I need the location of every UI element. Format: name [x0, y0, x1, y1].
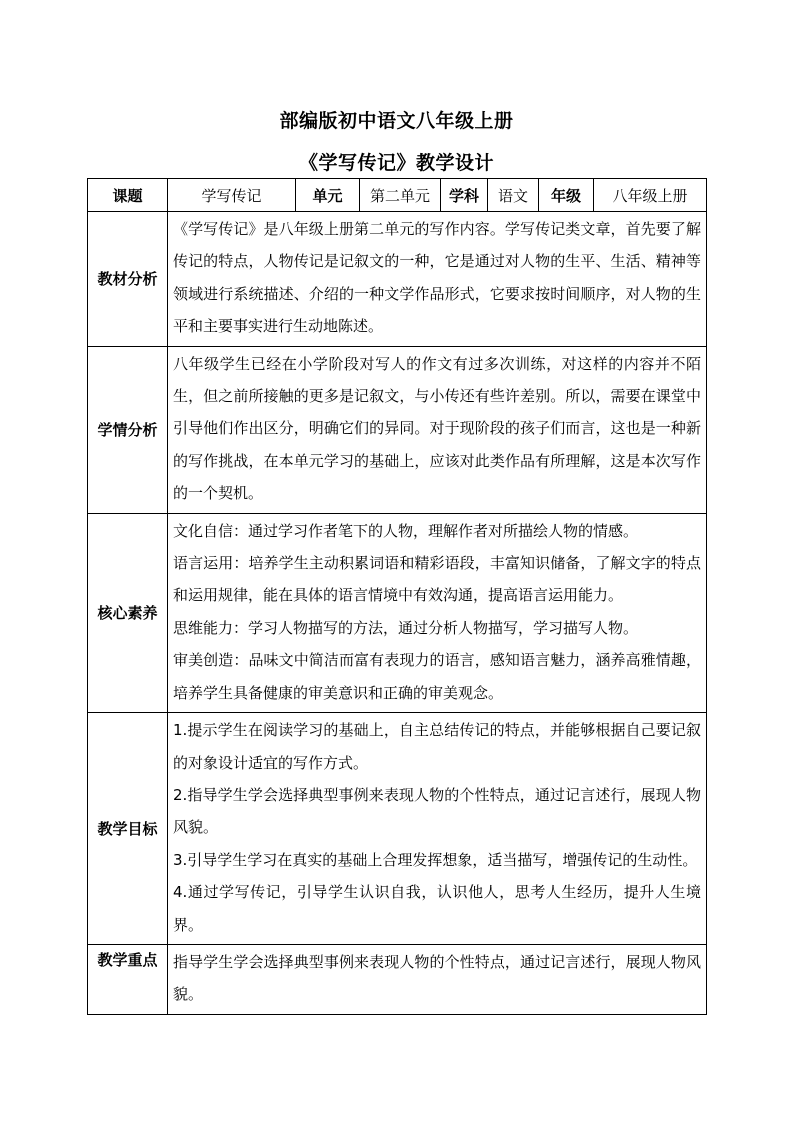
paragraph: 思维能力：学习人物描写的方法，通过分析人物描写，学习描写人物。: [173, 618, 639, 637]
section-row: [88, 346, 707, 513]
section-content: [168, 346, 707, 513]
section-label: 学情分析: [88, 346, 168, 513]
section-row: [88, 944, 707, 1014]
section-label: 教学目标: [88, 713, 168, 945]
paragraph: 4.通过学写传记，引导学生认识自我，认识他人，思考人生经历，提升人生境界。: [173, 883, 701, 934]
section-label: 教学重点: [88, 944, 168, 1014]
grade-label: 年级: [539, 179, 594, 212]
paragraph: 1.提示学生在阅读学习的基础上，自主总结传记的特点，并能够根据自己要记叙的对象设计适宜的写作方式。: [173, 721, 701, 772]
course-value: 学写传记: [168, 179, 296, 212]
section-content: [168, 713, 707, 945]
paragraph: 文化自信：通过学习作者笔下的人物，理解作者对所描绘人物的情感。: [173, 521, 639, 540]
grade-value: 八年级上册: [594, 179, 707, 212]
paragraph: 3.引导学生学习在真实的基础上合理发挥想象，适当描写，增强传记的生动性。: [173, 850, 698, 869]
section-content: [168, 513, 707, 712]
document-subtitle: 《学写传记》教学设计: [298, 152, 494, 174]
lesson-plan-table: [87, 178, 707, 1015]
unit-label: 单元: [296, 179, 360, 212]
section-content: [168, 212, 707, 347]
header-row: [88, 179, 707, 212]
section-label: 核心素养: [88, 513, 168, 712]
paragraph: 指导学生学会选择典型事例来表现人物的个性特点，通过记言述行，展现人物风貌。: [173, 952, 701, 1004]
paragraph: 审美创造：品味文中简洁而富有表现力的语言，感知语言魅力，涵养高雅情趣，培养学生具备健康的审美意识和正确的审美观念。: [173, 651, 701, 702]
section-row: [88, 513, 707, 712]
section-content: [168, 944, 707, 1014]
unit-value: 第二单元: [360, 179, 441, 212]
subject-value: 语文: [488, 179, 539, 212]
paragraph: 《学写传记》是八年级上册第二单元的写作内容。学写传记类文章，首先要了解传记的特点，人物传记是记叙文的一种，它是通过对人物的生平、生活、精神等领域进行系统描述、介绍的一种文学作品形式，它要求按时间顺序，对人物的生平和主要事实进行生动地陈述。: [173, 220, 701, 336]
course-label: 课题: [88, 179, 168, 212]
paragraph: 2.指导学生学会选择典型事例来表现人物的个性特点，通过记言述行，展现人物风貌。: [173, 785, 701, 837]
paragraph: 语言运用：培养学生主动积累词语和精彩语段，丰富知识储备，了解文字的特点和运用规律，能在具体的语言情境中有效沟通，提高语言运用能力。: [173, 554, 701, 605]
document-title: 部编版初中语文八年级上册: [279, 110, 514, 132]
section-row: [88, 713, 707, 945]
subject-label: 学科: [441, 179, 488, 212]
section-label: 教材分析: [88, 212, 168, 347]
paragraph: 八年级学生已经在小学阶段对写人的作文有过多次训练，对这样的内容并不陌生，但之前所接触的更多是记叙文，与小传还有些许差别。所以，需要在课堂中引导他们作出区分，明确它们的异同。对于现阶段的孩子们而言，这也是一种新的写作挑战，在本单元学习的基础上，应该对此类作品有所理解，这是本次写作的一个契机。: [173, 354, 701, 503]
section-row: [88, 212, 707, 347]
